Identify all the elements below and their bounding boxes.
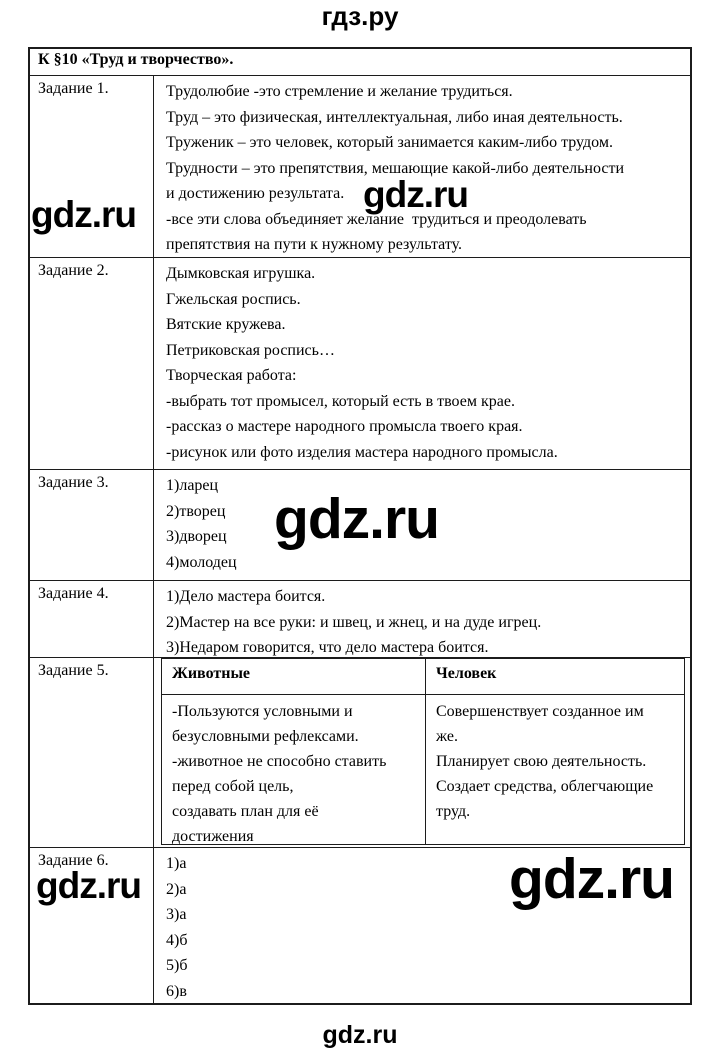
human-cell <box>426 695 684 844</box>
site-logo-header: гдз.ру <box>321 1 399 31</box>
text-line: 3)дворец <box>166 528 227 545</box>
text-line: препятствия на пути к нужному результату. <box>166 236 462 253</box>
text-line: Вятские кружева. <box>166 316 286 333</box>
text-line: Петриковская роспись… <box>166 341 335 359</box>
text-line: 1)Дело мастера боится. <box>166 588 326 605</box>
text-line: Создает средства, облегчающие <box>436 778 654 795</box>
text-line: 2)творец <box>166 502 226 520</box>
column-header-human: Человек <box>436 665 497 682</box>
text-line: перед собой цель, <box>172 778 294 795</box>
text-line: 5)б <box>166 957 188 974</box>
text-line: Дымковская игрушка. <box>166 265 316 282</box>
text-line: -рисунок или фото изделия мастера народного промысла. <box>166 443 558 461</box>
text-line: Творческая работа: <box>166 367 297 384</box>
task-label: Задание 2. <box>30 258 154 469</box>
text-line: Гжельская роспись. <box>166 290 301 308</box>
text-line: создавать план для её <box>172 803 319 820</box>
text-line: безусловными рефлексами. <box>172 728 359 745</box>
text-line: же. <box>436 728 458 745</box>
task-label: Задание 6. <box>30 848 154 1003</box>
text-line: Трудолюбие -это стремление и желание трудиться. <box>166 83 513 100</box>
text-line: 3)а <box>166 906 187 923</box>
text-line: 2)Мастер на все руки: и швец, и жнец, и на дуде игрец. <box>166 613 542 631</box>
table-title-row <box>30 49 690 75</box>
task-row-4 <box>30 580 690 657</box>
inner-table-header <box>162 659 684 695</box>
text-line: 1)ларец <box>166 477 219 494</box>
text-line: 6)в <box>166 982 187 1000</box>
gdz-watermark: gdz.ru <box>274 487 439 551</box>
text-line: Труженик – это человек, который занимается каким-либо трудом. <box>166 134 613 151</box>
text-line: труд. <box>436 803 471 820</box>
gdz-watermark: gdz.ru <box>36 865 141 906</box>
task-label: Задание 3. <box>30 470 154 580</box>
task-answer <box>154 658 690 847</box>
text-line: Труд – это физическая, интеллектуальная, либо иная деятельность. <box>166 108 623 126</box>
gdz-watermark: gdz.ru <box>363 174 468 215</box>
task-label: Задание 5. <box>30 658 154 847</box>
gdz-watermark: gdz.ru <box>31 194 136 235</box>
task-row-2 <box>30 257 690 469</box>
text-line: Совершенствует созданное им <box>436 703 644 720</box>
section-title: К §10 «Труд и творчество». <box>38 51 234 68</box>
text-line: -Пользуются условными и <box>172 703 353 720</box>
text-line: 4)молодец <box>166 553 237 571</box>
animals-vs-human-table <box>161 658 685 845</box>
animals-cell <box>162 695 426 844</box>
text-line: 3)Недаром говорится, что дело мастера боится. <box>166 639 489 656</box>
gdz-watermark: gdz.ru <box>509 847 674 911</box>
text-line: -рассказ о мастере народного промысла твоего края. <box>166 418 523 435</box>
task-answer <box>154 76 690 257</box>
task-label: Задание 4. <box>30 581 154 657</box>
text-line: Планирует свою деятельность. <box>436 753 647 770</box>
column-header-animals: Животные <box>162 659 426 694</box>
text-line: Трудности – это препятствия, мешающие какой-либо деятельности <box>166 159 625 177</box>
site-logo-footer: gdz.ru <box>322 1021 398 1049</box>
text-line: и достижению результата. <box>166 185 345 202</box>
task-label: Задание 1. <box>30 76 154 257</box>
text-line: -выбрать тот промысел, который есть в твоем крае. <box>166 392 515 410</box>
task-row-5 <box>30 657 690 847</box>
text-line: 2)а <box>166 880 187 898</box>
inner-table-body <box>162 695 684 844</box>
text-line: достижения <box>172 828 254 844</box>
task-answer <box>154 258 690 469</box>
text-line: 4)б <box>166 931 188 949</box>
task-answer <box>154 581 690 657</box>
text-line: -все эти слова объединяет желание трудиться и преодолевать <box>166 210 587 228</box>
text-line: -животное не способно ставить <box>172 753 387 770</box>
text-line: 1)а <box>166 855 187 872</box>
